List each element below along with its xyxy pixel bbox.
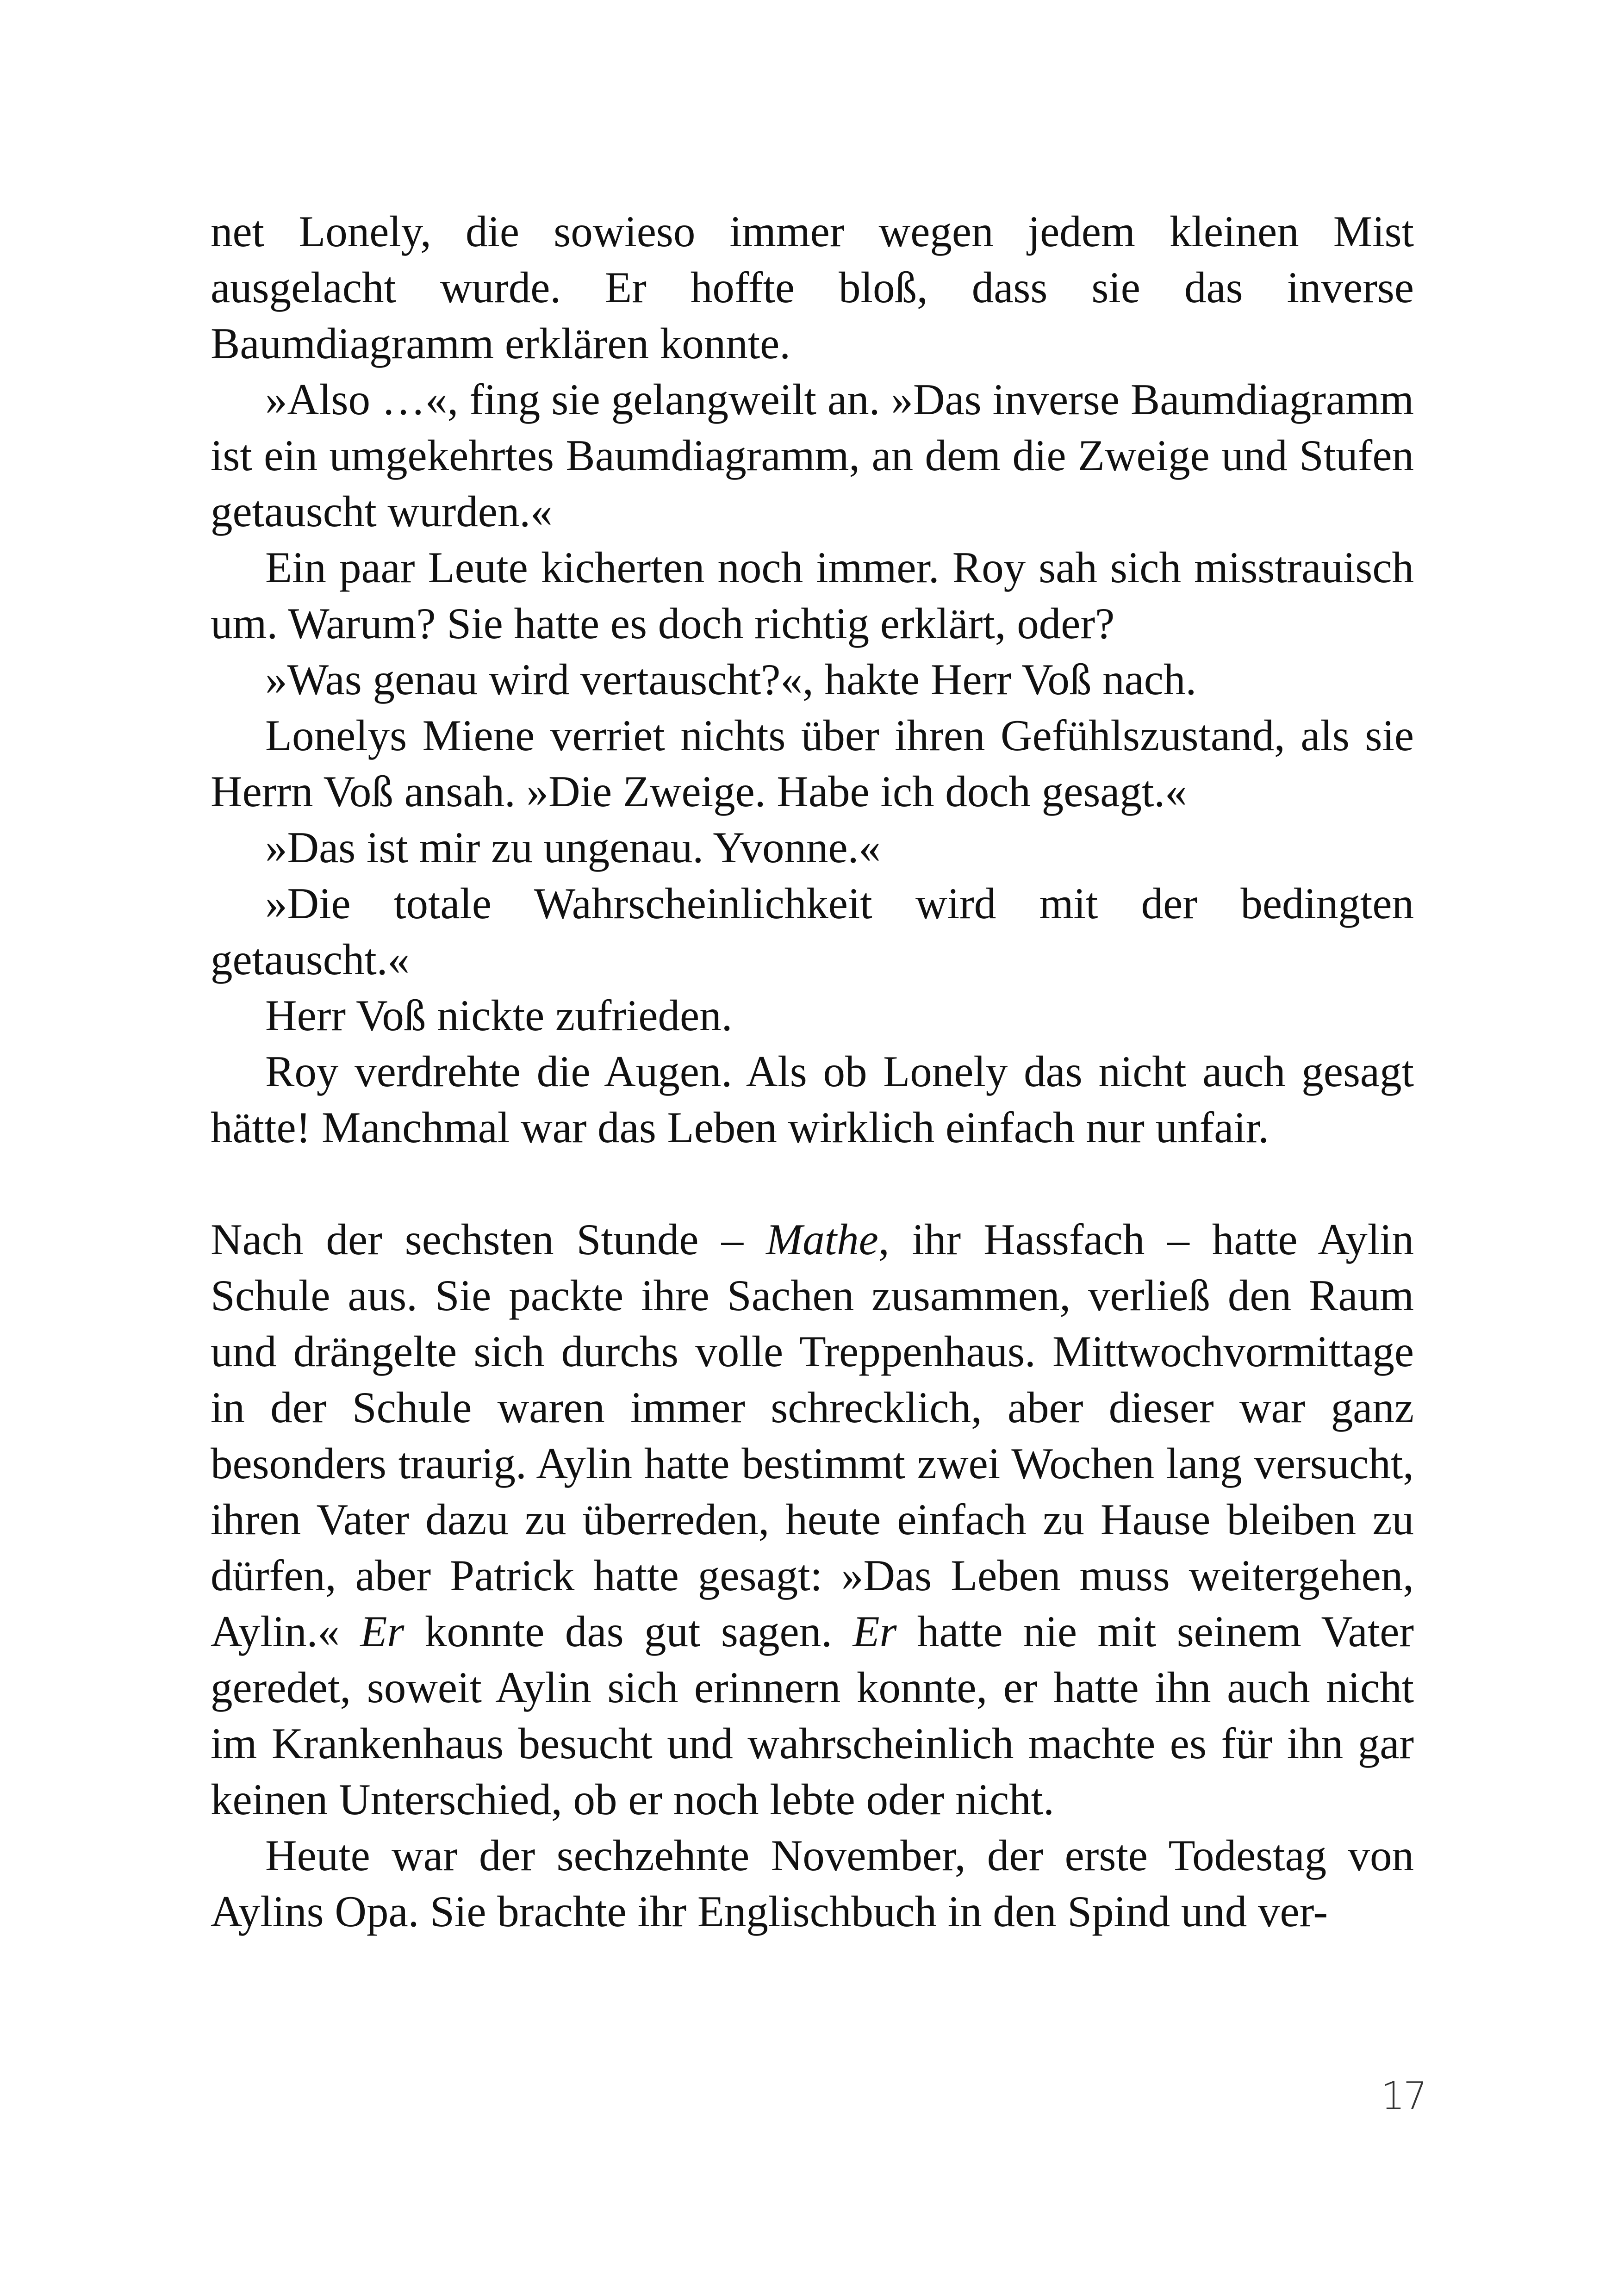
paragraph: »Das ist mir zu ungenau. Yvonne.« bbox=[265, 823, 881, 872]
page-number: 17 bbox=[1381, 2074, 1425, 2118]
paragraph: net Lonely, die sowieso immer wegen jedem kleinen Mist ausgelacht wurde. Er hoffte bloß, dass sie das inverse Baumdiagramm erklären konnte. bbox=[211, 207, 1414, 368]
paragraph bbox=[211, 1212, 1414, 1828]
paragraph: Roy verdrehte die Augen. Als ob Lonely das nicht auch gesagt hätte! Manchmal war das Leben wirklich einfach nur unfair. bbox=[211, 1047, 1414, 1152]
paragraph: »Also …«, fing sie gelangweilt an. »Das inverse Baumdiagramm ist ein umgekehrtes Baumdiagramm, an dem die Zweige und Stufen getauscht wurden.« bbox=[211, 375, 1414, 536]
text-run: hatte nie mit seinem Vater geredet, soweit Aylin sich erinnern konnte, er hatte ihn auch nicht im Krankenhaus besucht und wahrscheinlich machte es für ihn gar keinen Unterschied, ob er noch lebte oder nicht. bbox=[211, 1607, 1414, 1824]
paragraph: Heute war der sechzehnte November, der erste Todestag von Aylins Opa. Sie brachte ihr Englischbuch in den Spind und ver- bbox=[211, 1831, 1414, 1936]
paragraph: »Die totale Wahrscheinlichkeit wird mit der bedingten getauscht.« bbox=[211, 879, 1414, 984]
paragraph: »Was genau wird vertauscht?«, hakte Herr Voß nach. bbox=[265, 655, 1197, 704]
italic-text: Er bbox=[360, 1607, 404, 1656]
paragraph: Lonelys Miene verriet nichts über ihren Gefühlszustand, als sie Herrn Voß ansah. »Die Zweige. Habe ich doch gesagt.« bbox=[211, 711, 1414, 816]
text-run: Nach der sechsten Stunde – bbox=[211, 1215, 766, 1264]
paragraph: Ein paar Leute kicherten noch immer. Roy sah sich misstrauisch um. Warum? Sie hatte es doch richtig erklärt, oder? bbox=[211, 543, 1414, 648]
section-break bbox=[211, 1156, 1414, 1212]
italic-text: Er bbox=[853, 1607, 897, 1656]
text-run: konnte das gut sagen. bbox=[404, 1607, 853, 1656]
text-run: , ihr Hassfach – hatte Aylin Schule aus. Sie packte ihre Sachen zusammen, verließ den Raum und drängelte sich durchs volle Treppenhaus. Mittwochvormittage in der Schule waren immer schrecklich, aber dieser war ganz besonders traurig. Aylin hatte bestimmt zwei Wochen lang versucht, ihren Vater dazu zu überreden, heute einfach zu Hause bleiben zu dürfen, aber Patrick hatte gesagt: »Das Leben muss weitergehen, Aylin.« bbox=[211, 1215, 1414, 1656]
italic-text: Mathe bbox=[766, 1215, 878, 1264]
paragraph: Herr Voß nickte zufrieden. bbox=[265, 991, 733, 1040]
book-page-text bbox=[211, 204, 1414, 1940]
